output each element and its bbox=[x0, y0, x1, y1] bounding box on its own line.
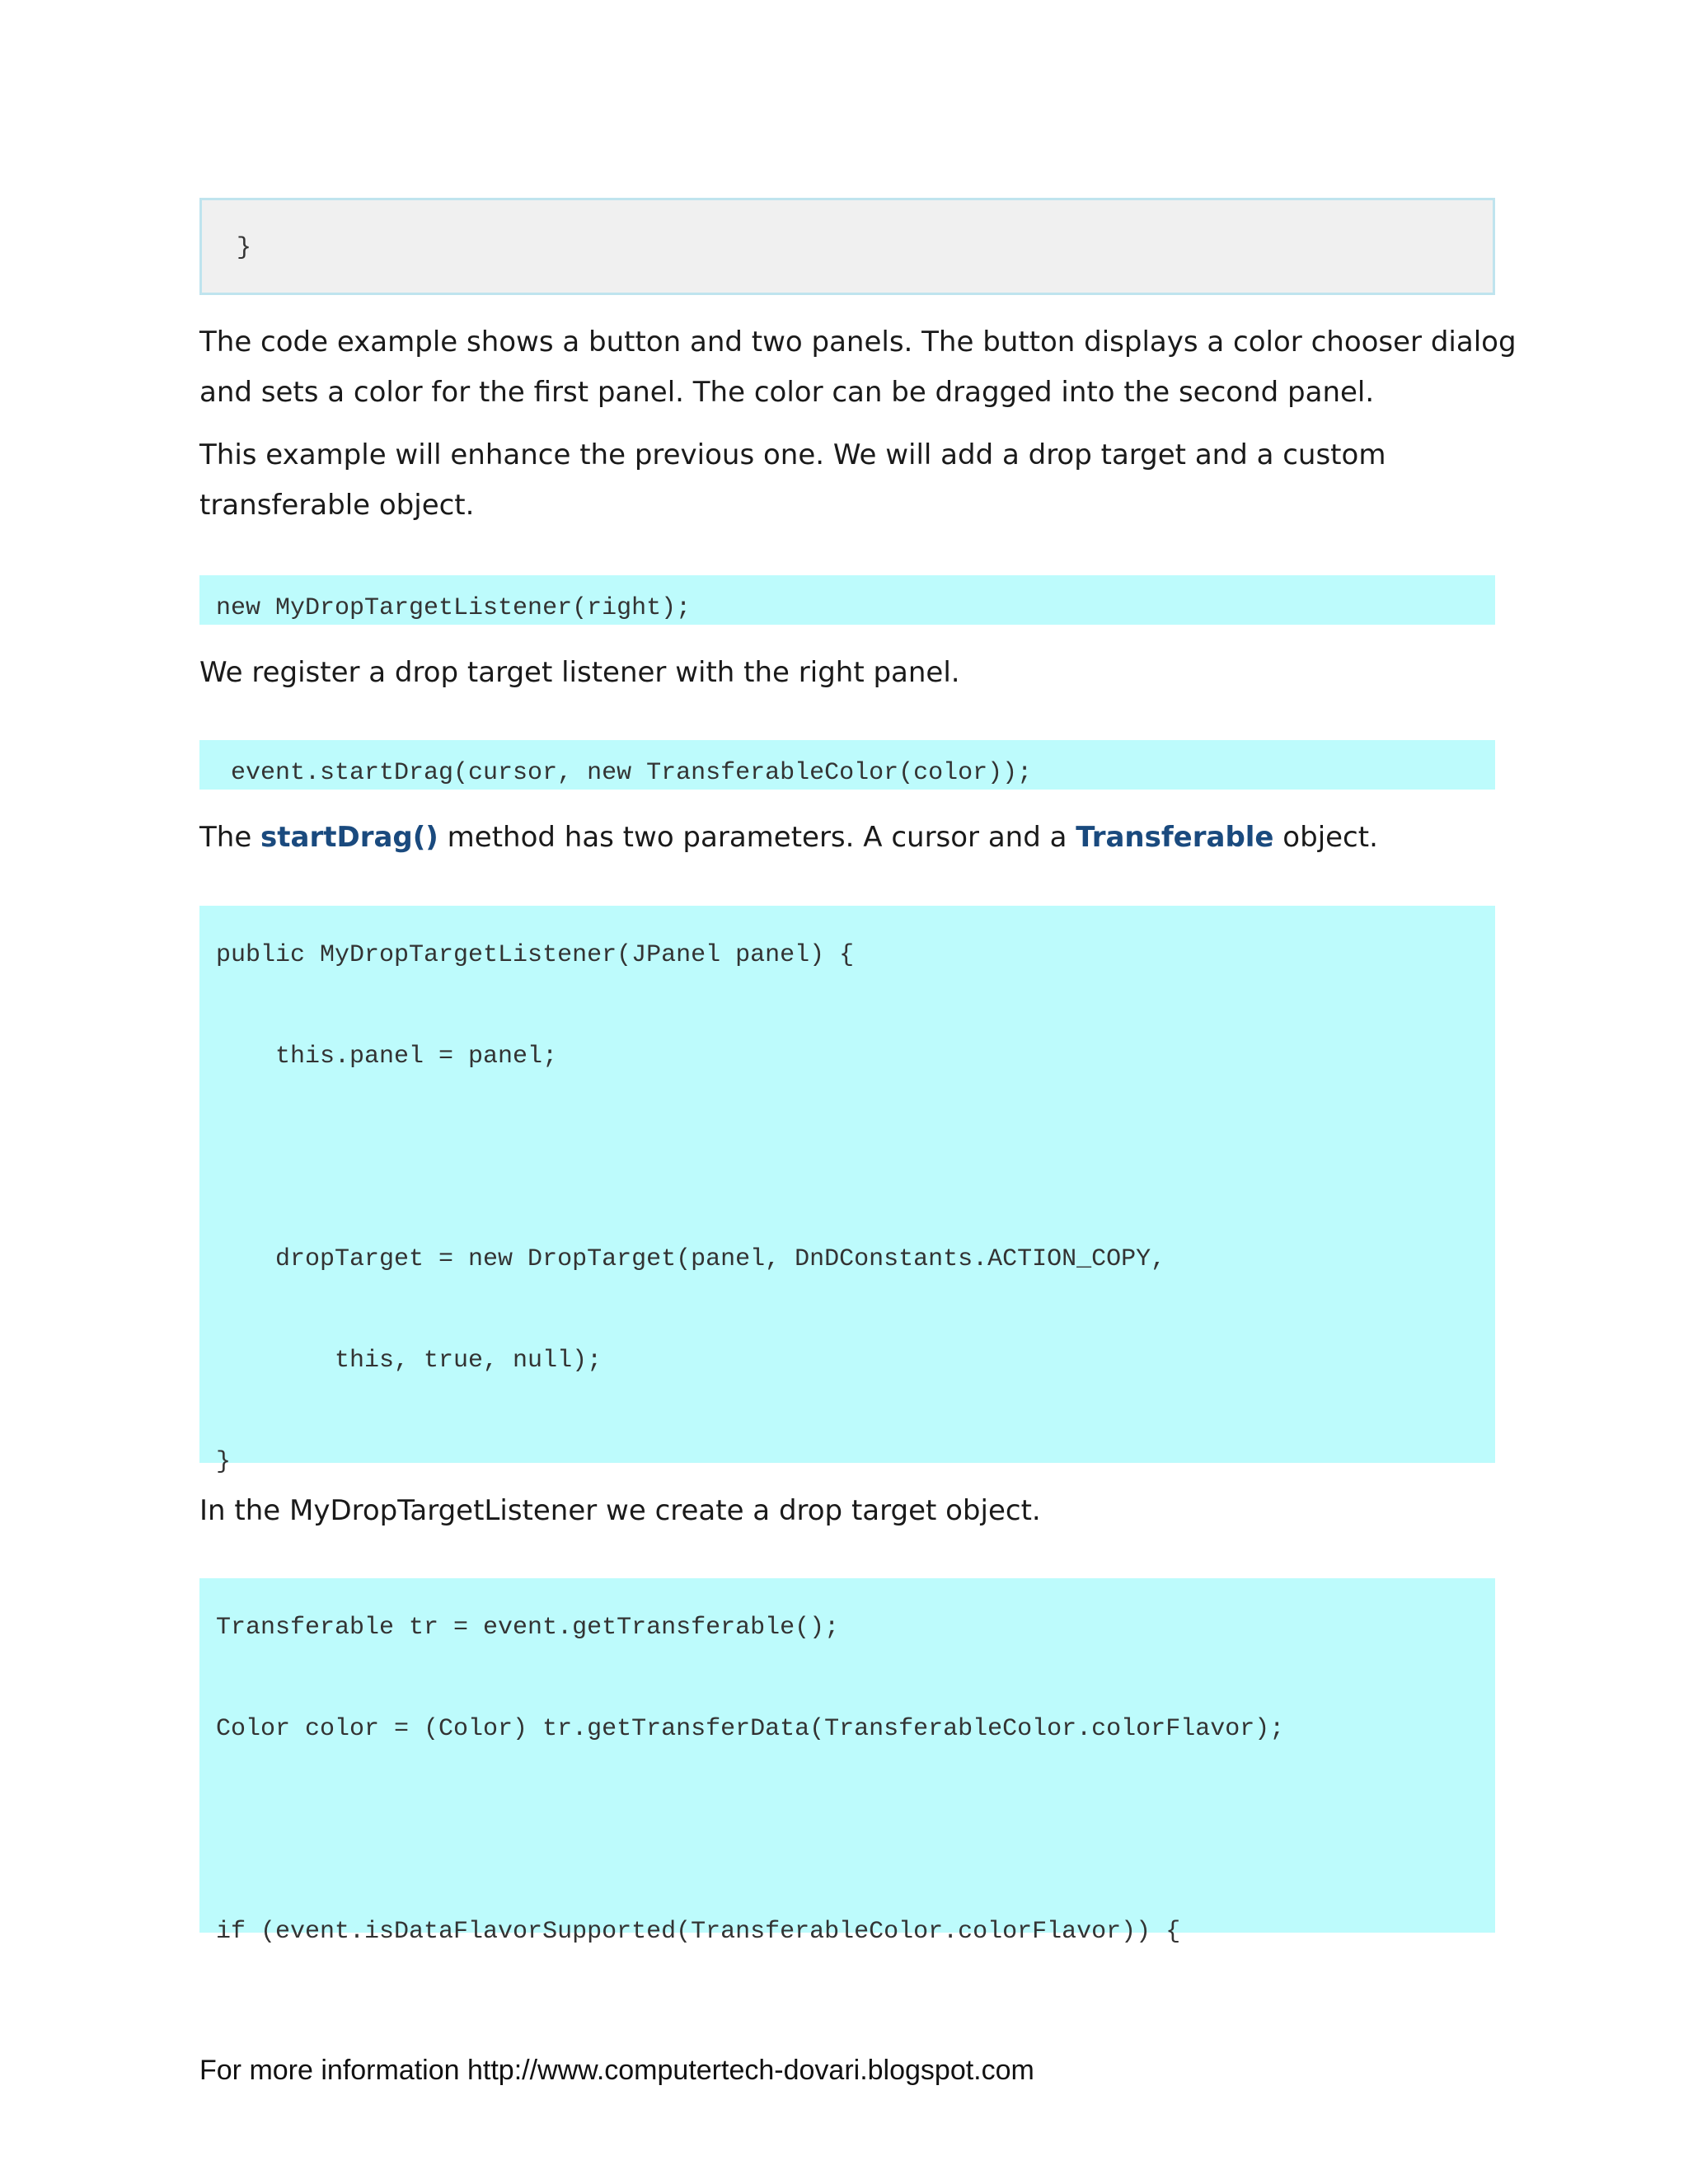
method-name-startdrag: startDrag() bbox=[260, 821, 438, 854]
code-line: this, true, null); bbox=[216, 1347, 603, 1375]
text-fragment: method has two parameters. A cursor and a bbox=[438, 821, 1076, 854]
code-line: new MyDropTargetListener(right); bbox=[216, 594, 692, 622]
code-line: this.panel = panel; bbox=[216, 1043, 558, 1071]
code-block-closing-brace bbox=[199, 198, 1495, 295]
code-line: } bbox=[237, 234, 252, 262]
code-line: if (event.isDataFlavorSupported(TransferableColor.colorFlavor)) { bbox=[216, 1918, 1181, 1946]
code-line: Transferable tr = event.getTransferable(); bbox=[216, 1614, 840, 1642]
code-block-start-drag bbox=[199, 740, 1495, 790]
code-line: Color color = (Color) tr.getTransferData(TransferableColor.colorFlavor); bbox=[216, 1715, 1285, 1743]
code-line: event.startDrag(cursor, new TransferableColor(color)); bbox=[216, 759, 1033, 787]
text-fragment: The bbox=[199, 821, 261, 854]
paragraph-intro: The code example shows a button and two panels. The button displays a color chooser dialog and sets a color for the first panel. The color can be dragged into the second panel. bbox=[199, 326, 1517, 409]
paragraph-enhance: This example will enhance the previous one. We will add a drop target and a custom transferable object. bbox=[199, 438, 1386, 522]
code-block-listener-constructor bbox=[199, 906, 1495, 1476]
class-name-transferable: Transferable bbox=[1076, 821, 1274, 854]
code-line: public MyDropTargetListener(JPanel panel) { bbox=[216, 941, 855, 969]
paragraph-start-drag bbox=[199, 813, 1518, 863]
page-footer: For more information http://www.computertech-dovari.blogspot.com bbox=[199, 2055, 1034, 2086]
code-line: dropTarget = new DropTarget(panel, DnDConstants.ACTION_COPY, bbox=[216, 1245, 1166, 1273]
code-block-get-transferable bbox=[199, 1578, 1495, 1946]
text-fragment: object. bbox=[1273, 821, 1378, 854]
code-block-listener-new bbox=[199, 575, 1495, 625]
code-line: } bbox=[216, 1448, 232, 1476]
paragraph-register: We register a drop target listener with the right panel. bbox=[199, 656, 960, 689]
paragraph-create-target: In the MyDropTargetListener we create a drop target object. bbox=[199, 1494, 1041, 1527]
